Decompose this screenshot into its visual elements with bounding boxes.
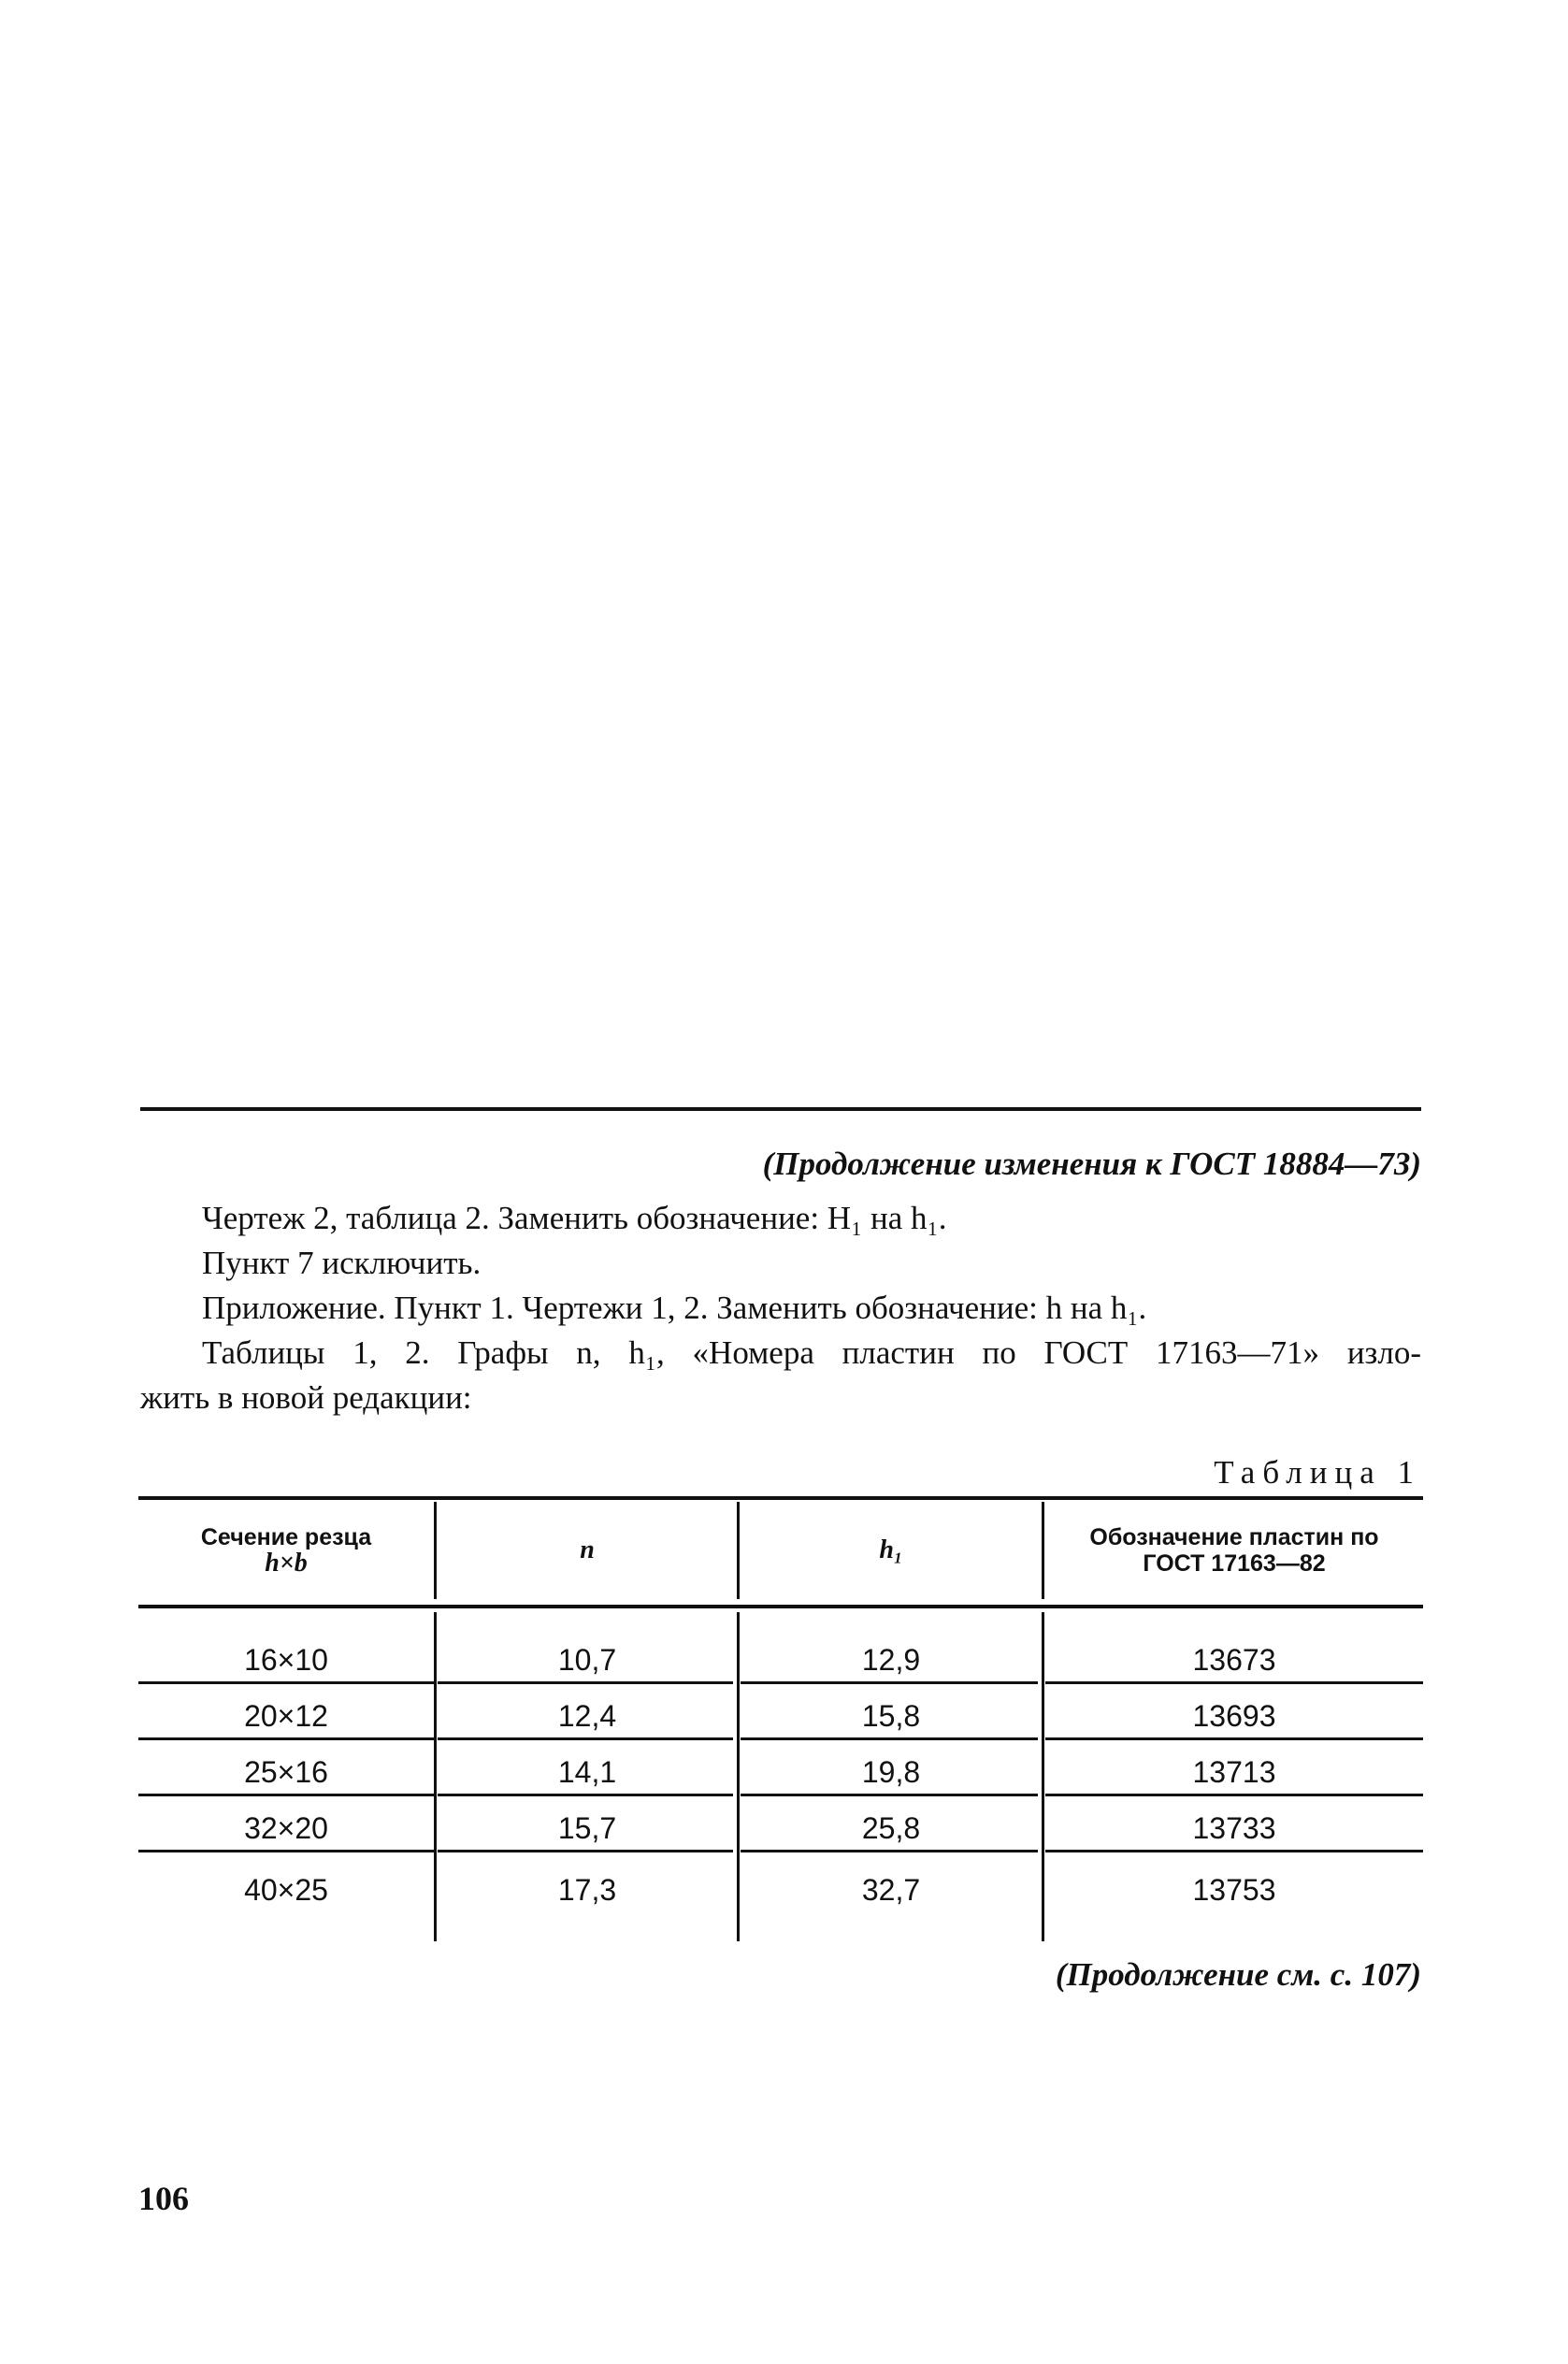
paragraph-5: жить в новой редакции: (140, 1379, 472, 1416)
header-section-dims: h×b (265, 1549, 308, 1578)
table-cell-n: 17,3 (557, 1873, 617, 1907)
row-rule (138, 1850, 434, 1852)
col-divider (737, 1612, 740, 1941)
table-cell-insert: 13713 (1192, 1755, 1276, 1789)
table-header-rule (138, 1605, 1423, 1608)
row-rule (1045, 1850, 1423, 1852)
table-cell-section: 20×12 (244, 1699, 328, 1733)
col-divider (1042, 1612, 1044, 1941)
col-divider (1042, 1502, 1044, 1599)
table-cell-h1: 25,8 (861, 1811, 921, 1845)
row-rule (438, 1850, 733, 1852)
col-divider (434, 1502, 437, 1599)
table-cell-n: 10,7 (557, 1643, 617, 1677)
header-cell-section (138, 1496, 434, 1605)
table-cell-h1: 19,8 (861, 1755, 921, 1789)
header-h1-label: h₁ (879, 1535, 903, 1564)
table-cell-n: 12,4 (557, 1699, 617, 1733)
page-number: 106 (138, 2180, 189, 2217)
paragraph-4: Таблицы 1, 2. Графы n, h₁, «Номера пластин по ГОСТ 17163—71» изло- (202, 1334, 1421, 1371)
table-cell-h1: 12,9 (861, 1643, 921, 1677)
header-section-label: Сечение резца (200, 1524, 372, 1550)
table-cell-insert: 13673 (1192, 1643, 1276, 1677)
table-cell-insert: 13753 (1192, 1873, 1276, 1907)
table-cell-n: 14,1 (557, 1755, 617, 1789)
top-rule (140, 1107, 1421, 1111)
paragraph-2: Пункт 7 исключить. (202, 1245, 482, 1281)
table-cell-insert: 13733 (1192, 1811, 1276, 1845)
col-divider (737, 1502, 740, 1599)
table-cell-section: 25×16 (244, 1755, 328, 1789)
paragraph-1: Чертеж 2, таблица 2. Заменить обозначение: H₁ на h₁. (202, 1200, 947, 1236)
col-divider (434, 1612, 437, 1941)
header-insert-label: Обозначение пластин по (1089, 1524, 1379, 1550)
table-cell-insert: 13693 (1192, 1699, 1276, 1733)
paragraph-3: Приложение. Пункт 1. Чертежи 1, 2. Заменить обозначение: h на h₁. (202, 1290, 1147, 1326)
header-n-label: n (580, 1535, 595, 1564)
table-cell-section: 16×10 (244, 1643, 328, 1677)
data-table (138, 1496, 1423, 1939)
header-cell-n (438, 1496, 737, 1605)
header-insert-standard: ГОСТ 17163—82 (1143, 1550, 1326, 1577)
table-cell-n: 15,7 (557, 1811, 617, 1845)
row-rule (741, 1850, 1038, 1852)
header-cell-insert (1045, 1496, 1423, 1605)
table-cell-h1: 15,8 (861, 1699, 921, 1733)
table-caption: Таблица 1 (1214, 1454, 1421, 1491)
header-cell-h1 (741, 1496, 1042, 1605)
continuation-header: (Продолжение изменения к ГОСТ 18884—73) (762, 1146, 1421, 1182)
table-cell-h1: 32,7 (861, 1873, 921, 1907)
table-cell-section: 40×25 (244, 1873, 328, 1907)
table-cell-section: 32×20 (244, 1811, 328, 1845)
continuation-footer: (Продолжение см. с. 107) (1055, 1956, 1421, 1993)
